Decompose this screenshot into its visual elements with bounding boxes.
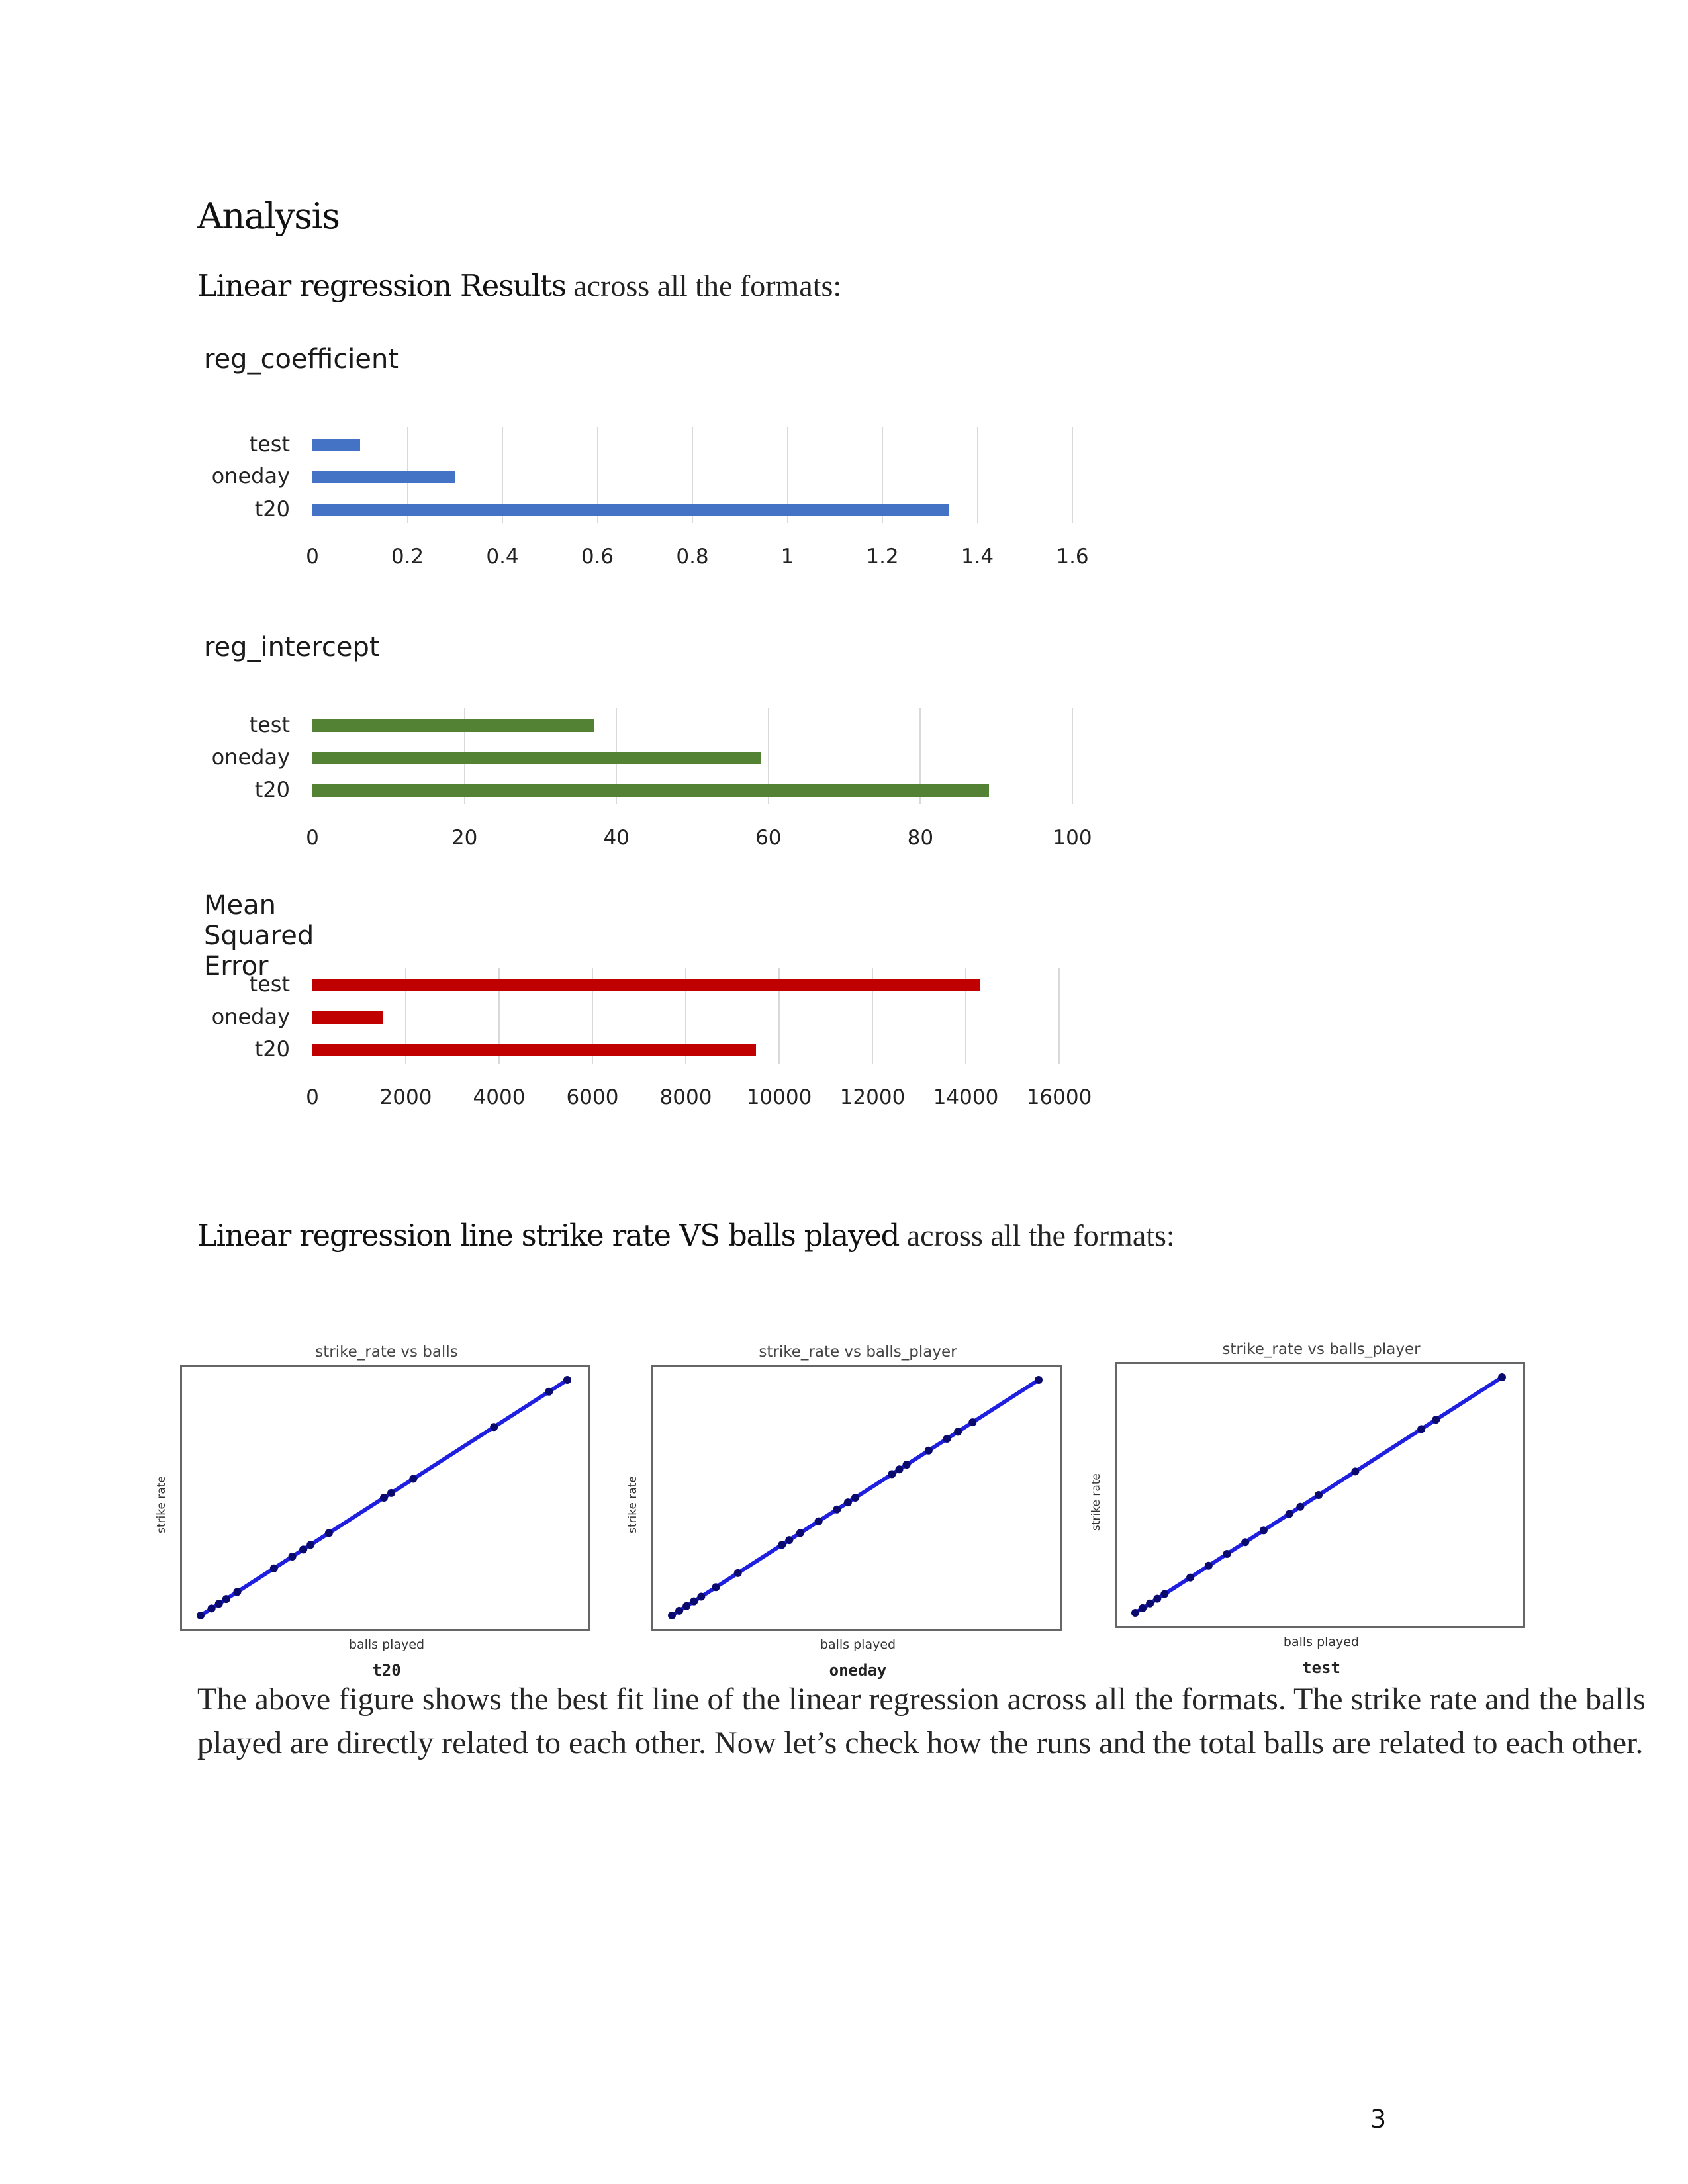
data-point: [1160, 1590, 1168, 1598]
bar-t20: [312, 504, 949, 516]
bar-test: [312, 439, 360, 451]
data-point: [563, 1376, 571, 1384]
x-tick-label: 0.8: [676, 545, 709, 569]
category-label-t20: t20: [254, 777, 290, 802]
chart-title: Mean Squared Error: [204, 890, 314, 981]
x-tick-label: 40: [603, 826, 630, 850]
scatter-title: strike_rate vs balls_player: [759, 1343, 957, 1361]
section-subheading-results: [197, 268, 841, 303]
data-point: [712, 1583, 720, 1591]
category-label-oneday: oneday: [211, 745, 290, 770]
x-tick-label: 2000: [379, 1085, 432, 1109]
data-point: [734, 1569, 742, 1577]
x-tick-label: 6000: [566, 1085, 619, 1109]
data-point: [833, 1506, 841, 1514]
category-label-oneday: oneday: [211, 463, 290, 488]
subheading-bold: Linear regression line strike rate VS balls played: [197, 1218, 900, 1253]
data-point: [197, 1612, 205, 1619]
bar-oneday: [312, 752, 761, 764]
scatter-svg: [1117, 1364, 1523, 1626]
data-point: [954, 1428, 962, 1435]
x-tick-label: 0: [306, 826, 319, 850]
data-point: [668, 1612, 676, 1619]
subheading-rest: across all the formats:: [899, 1218, 1175, 1252]
data-point: [490, 1423, 498, 1431]
scatter-plot-area: [651, 1365, 1062, 1631]
data-point: [1315, 1491, 1323, 1499]
data-point: [1146, 1600, 1154, 1608]
y-axis-label: strike rate: [626, 1476, 639, 1533]
x-tick-label: 10000: [746, 1085, 812, 1109]
subheading-rest: across all the formats:: [565, 269, 842, 302]
category-label-oneday: oneday: [211, 1004, 290, 1029]
data-point: [888, 1470, 896, 1478]
data-point: [1286, 1510, 1293, 1518]
bar-oneday: [312, 471, 455, 483]
data-point: [1035, 1376, 1043, 1384]
x-axis-label: balls played: [348, 1637, 425, 1652]
chart-title: reg_coefficient: [204, 344, 399, 375]
data-point: [1241, 1538, 1249, 1546]
scatter-svg: [653, 1367, 1060, 1629]
scatter-plot-area: [180, 1365, 590, 1631]
subheading-bold: Linear regression Results: [197, 268, 566, 303]
x-tick-label: 20: [451, 826, 478, 850]
x-tick-label: 0.6: [581, 545, 614, 569]
category-label-test: test: [249, 712, 290, 737]
data-point: [1186, 1574, 1194, 1582]
gridline: [1072, 708, 1073, 804]
data-point: [682, 1602, 690, 1610]
x-tick-label: 12000: [839, 1085, 906, 1109]
data-point: [409, 1475, 417, 1483]
data-point: [1296, 1503, 1304, 1511]
category-label-test: test: [249, 972, 290, 997]
x-tick-label: 0: [306, 1085, 319, 1109]
data-point: [545, 1388, 553, 1396]
section-subheading-scatter: [197, 1218, 1175, 1253]
data-point: [387, 1489, 395, 1497]
x-tick-label: 100: [1053, 826, 1092, 850]
x-tick-label: 1.6: [1056, 545, 1089, 569]
scatter-svg: [182, 1367, 588, 1629]
data-point: [1351, 1467, 1359, 1475]
bar-oneday: [312, 1011, 383, 1024]
data-point: [233, 1588, 241, 1596]
x-tick-label: 4000: [473, 1085, 526, 1109]
data-point: [270, 1565, 278, 1572]
body-paragraph: The above figure shows the best fit line of the linear regression across all the formats. The strike rate and the balls played are directly related to each other. Now let’s check how the runs and the total balls are related to each other.: [197, 1682, 1646, 1760]
data-point: [697, 1593, 705, 1601]
data-point: [222, 1595, 230, 1603]
data-point: [785, 1536, 793, 1544]
data-point: [844, 1498, 852, 1506]
bar-test: [312, 719, 594, 732]
x-tick-label: 8000: [659, 1085, 712, 1109]
y-axis-label: strike rate: [155, 1476, 168, 1533]
data-point: [289, 1553, 297, 1561]
panel-caption: test: [1302, 1659, 1340, 1677]
category-label-test: test: [249, 432, 290, 457]
data-point: [796, 1529, 804, 1537]
x-axis-label: balls played: [1283, 1635, 1360, 1649]
bar-test: [312, 979, 980, 991]
panel-caption: oneday: [829, 1661, 887, 1680]
x-tick-label: 0.2: [391, 545, 424, 569]
data-point: [380, 1494, 388, 1502]
bar-t20: [312, 1044, 756, 1056]
data-point: [1131, 1609, 1139, 1617]
data-point: [815, 1518, 823, 1525]
scatter-title: strike_rate vs balls: [315, 1343, 458, 1361]
data-point: [1432, 1416, 1440, 1424]
scatter-plot-area: [1115, 1362, 1525, 1628]
panel-caption: t20: [372, 1661, 401, 1680]
data-point: [943, 1435, 951, 1443]
x-tick-label: 1: [780, 545, 794, 569]
data-point: [851, 1494, 859, 1502]
data-point: [1223, 1550, 1231, 1558]
data-point: [968, 1418, 976, 1426]
x-tick-label: 14000: [933, 1085, 999, 1109]
x-tick-label: 0.4: [486, 545, 519, 569]
page-number: 3: [1370, 2105, 1387, 2134]
chart-title: reg_intercept: [204, 632, 380, 662]
data-point: [306, 1541, 314, 1549]
page-heading: Analysis: [197, 195, 340, 237]
x-axis-label: balls played: [820, 1637, 896, 1652]
x-tick-label: 1.2: [866, 545, 899, 569]
data-point: [1139, 1604, 1147, 1612]
y-axis-label: strike rate: [1090, 1473, 1103, 1531]
data-point: [325, 1529, 333, 1537]
data-point: [1260, 1526, 1268, 1534]
x-tick-label: 1.4: [961, 545, 994, 569]
data-point: [1498, 1373, 1506, 1381]
data-point: [1153, 1595, 1161, 1603]
gridline: [977, 427, 978, 523]
data-point: [215, 1600, 223, 1608]
x-tick-label: 80: [907, 826, 934, 850]
scatter-title: strike_rate vs balls_player: [1222, 1341, 1421, 1358]
data-point: [690, 1598, 698, 1606]
data-point: [778, 1541, 786, 1549]
x-tick-label: 60: [755, 826, 782, 850]
data-point: [208, 1604, 216, 1612]
gridline: [1058, 968, 1060, 1064]
gridline: [1072, 427, 1073, 523]
category-label-t20: t20: [254, 496, 290, 522]
category-label-t20: t20: [254, 1036, 290, 1062]
data-point: [925, 1447, 933, 1455]
data-point: [903, 1461, 911, 1469]
data-point: [895, 1465, 903, 1473]
x-tick-label: 0: [306, 545, 319, 569]
bar-t20: [312, 784, 989, 797]
data-point: [299, 1545, 307, 1553]
x-tick-label: 16000: [1026, 1085, 1092, 1109]
data-point: [1417, 1425, 1425, 1433]
data-point: [675, 1607, 683, 1615]
data-point: [1205, 1562, 1213, 1570]
